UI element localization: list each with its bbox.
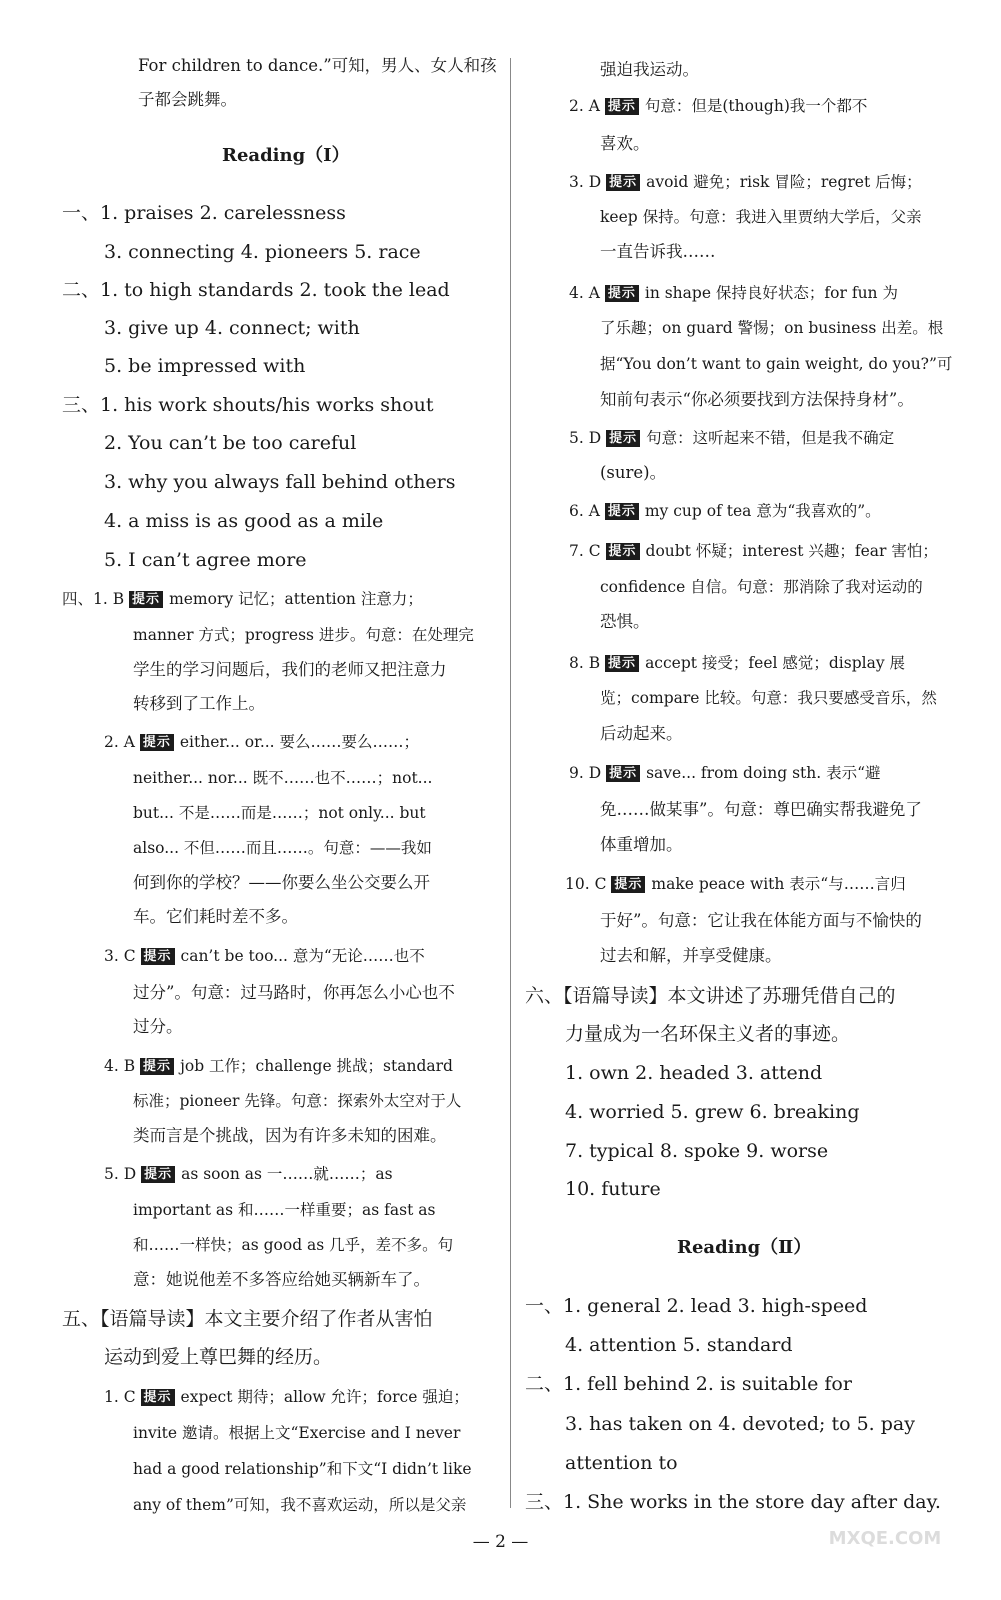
line-text: also... 不但……而且……。句意：——我如 [133,839,432,857]
line-text: had a good relationship”和下文“I didn’t like [133,1460,472,1478]
text-line [133,1426,460,1442]
text-line [569,503,881,520]
line-text: 三、1. She works in the store day after day. [525,1491,941,1513]
line-text: 五、【语篇导读】本文主要介绍了作者从害怕 [62,1308,433,1330]
line-text: 2. A [569,97,605,115]
line-text: 9. D [569,764,607,782]
hint-text: either... or... 要么……要么……； [179,733,420,751]
text-line [600,802,922,819]
text-line [565,1454,678,1473]
text-line [565,1336,793,1355]
hint-badge: 提示 [611,876,645,893]
line-text: 3. C [104,947,141,965]
line-text: 一、1. praises 2. carelessness [62,202,346,224]
text-line [565,1415,915,1434]
text-line [133,841,432,857]
line-text: 过分。 [133,1017,183,1036]
line-text: 一直告诉我…… [600,242,716,261]
line-text: 过分”。句意：过马路时，你再怎么小心也不 [133,983,455,1002]
text-line [569,543,938,560]
line-text: 2. A [104,733,140,751]
line-text: (sure)。 [600,463,667,482]
text-line [600,580,923,596]
hint-text: save... from doing sth. 表示“避 [646,764,881,782]
line-text: 体重增加。 [600,835,683,854]
line-text: 四、1. B [62,590,130,608]
text-line [133,1128,447,1145]
hint-badge: 提示 [606,765,640,782]
text-line [133,1019,183,1036]
text-line [104,319,360,338]
line-text: attention to [565,1452,678,1474]
line-text: 过去和解，并享受健康。 [600,946,782,965]
line-text: 3. has taken on 4. devoted; to 5. pay [565,1413,915,1435]
line-text: 喜欢。 [600,134,650,153]
line-text: 5. I can’t agree more [104,549,307,571]
line-text: 4. attention 5. standard [565,1334,793,1356]
text-line [600,726,683,743]
text-line [104,734,419,751]
text-line [565,1025,850,1044]
line-text: neither... nor... 既不……也不……；not... [133,769,433,787]
text-line [600,210,922,226]
text-line [138,92,237,109]
line-text: 5. D [104,1165,142,1183]
text-line [62,1310,433,1329]
line-text: 意：她说他差不多答应给她买辆新车了。 [133,1270,430,1289]
line-text: 3. give up 4. connect; with [104,317,360,339]
text-line [569,430,894,447]
text-line [600,837,683,854]
line-text: 子都会跳舞。 [138,90,237,109]
page-number: — 2 — [472,1532,529,1552]
hint-text: can’t be too... 意为“无论……也不 [180,947,425,965]
text-line [133,628,474,644]
hint-text: 句意：这听起来不错，但是我不确定 [646,429,895,447]
text-line [600,691,937,707]
line-text: invite 邀请。根据上文“Exercise and I never [133,1424,461,1442]
line-text: For children to dance.”可知，男人、女人和孩 [138,56,497,75]
hint-text: my cup of tea 意为“我喜欢的”。 [644,502,881,520]
text-line [600,948,782,965]
text-line [600,136,650,153]
text-line [677,1239,811,1257]
line-text: 知前句表示“你必须要找到方法保持身材”。 [600,390,914,409]
text-line [600,62,699,79]
text-line [133,1462,472,1478]
text-line [133,1203,435,1219]
line-text: 4. worried 5. grew 6. breaking [565,1101,860,1123]
text-line [600,913,922,930]
line-text: manner 方式；progress 进步。句意：在处理完 [133,626,474,644]
line-text: 类而言是个挑战，因为有许多未知的困难。 [133,1126,447,1145]
line-text: 后动起来。 [600,724,683,743]
line-text: 4. A [569,284,605,302]
line-text: Reading（Ⅰ） [222,145,350,166]
line-text: but... 不是……而是……；not only... but [133,804,426,822]
line-text: 览；compare 比较。句意：我只要感受音乐，然 [600,689,937,707]
hint-text: in shape 保持良好状态；for fun 为 [644,284,898,302]
hint-badge: 提示 [606,430,640,447]
text-line [525,1297,867,1316]
text-line [600,244,716,261]
text-line [565,1180,661,1199]
line-text: 6. A [569,502,605,520]
hint-text: avoid 避免；risk 冒险；regret 后悔； [646,173,922,191]
text-line [222,147,350,165]
hint-badge: 提示 [605,655,639,672]
line-text: 1. own 2. headed 3. attend [565,1062,823,1084]
text-line [133,985,455,1002]
text-line [133,1238,453,1254]
line-text: important as 和……一样重要；as fast as [133,1201,436,1219]
hint-badge: 提示 [140,734,174,751]
text-line [565,1142,828,1161]
line-text: 运动到爱上尊巴舞的经历。 [104,1346,333,1368]
hint-text: expect 期待；allow 允许；force 强迫； [180,1388,469,1406]
watermark-logo [800,1492,970,1552]
line-text: 免……做某事”。句意：尊巴确实帮我避免了 [600,800,922,819]
line-text: 据“You don’t want to gain weight, do you?”可 [600,355,953,373]
hint-text: 句意：但是(though)我一个都不 [644,97,868,115]
text-line [62,396,434,415]
watermark-text: MXQE.COM [828,1528,942,1549]
line-text: 4. B [104,1057,141,1075]
text-line [104,551,307,570]
column-divider [510,58,511,1508]
text-line [104,243,421,262]
text-line [565,1064,822,1083]
text-line [138,58,497,75]
text-line [104,1058,453,1075]
text-line [133,1094,461,1110]
text-line [62,281,450,300]
text-line [569,98,867,115]
text-line [525,1375,852,1394]
hint-badge: 提示 [605,503,639,520]
text-line [569,285,898,302]
hint-badge: 提示 [606,543,640,560]
hint-badge: 提示 [605,285,639,302]
hint-badge: 提示 [606,174,640,191]
text-line [565,1103,860,1122]
line-text: 一、1. general 2. lead 3. high-speed [525,1295,868,1317]
text-line [600,465,666,482]
line-text: 标准；pioneer 先锋。句意：探索外太空对于人 [133,1092,462,1110]
text-line [600,614,650,631]
text-line [133,1498,466,1514]
text-line [62,591,423,608]
text-line [569,174,922,191]
hint-text: job 工作；challenge 挑战；standard [180,1057,453,1075]
text-line [133,1272,430,1289]
text-line [104,434,356,453]
line-text: 了乐趣；on guard 警惕；on business 出差。根 [600,319,944,337]
text-line [104,357,305,376]
hint-badge: 提示 [141,948,175,965]
line-text: 3. D [569,173,607,191]
hint-badge: 提示 [605,98,639,115]
line-text: 和……一样快；as good as 几乎，差不多。句 [133,1236,454,1254]
hint-text: accept 接受；feel 感觉；display 展 [645,654,906,672]
hint-badge: 提示 [141,1389,175,1406]
line-text: 4. a miss is as good as a mile [104,510,384,532]
line-text: 车。它们耗时差不多。 [133,907,298,926]
hint-text: doubt 怀疑；interest 兴趣；fear 害怕； [645,542,938,560]
text-line [525,987,896,1006]
line-text: any of them”可知，我不喜欢运动，所以是父亲 [133,1496,467,1514]
line-text: 3. why you always fall behind others [104,471,456,493]
line-text: confidence 自信。句意：那消除了我对运动的 [600,578,923,596]
text-line [133,696,265,713]
line-text: 力量成为一名环保主义者的事迹。 [565,1023,851,1045]
hint-badge: 提示 [141,1166,175,1183]
line-text: 学生的学习问题后，我们的老师又把注意力 [133,660,447,679]
line-text: keep 保持。句意：我进入里贾纳大学后，父亲 [600,208,922,226]
text-line [569,765,881,782]
hint-text: make peace with 表示“与……言归 [651,875,906,893]
line-text: 5. be impressed with [104,355,306,377]
text-line [600,392,914,409]
line-text: 10. future [565,1178,661,1200]
text-line [104,1166,393,1183]
text-line [104,1389,469,1406]
line-text: 二、1. fell behind 2. is suitable for [525,1373,852,1395]
line-text: 2. You can’t be too careful [104,432,357,454]
text-line [133,662,447,679]
text-line [600,321,943,337]
text-line [104,948,425,965]
text-line [104,473,456,492]
hint-badge: 提示 [140,1058,174,1075]
text-line [569,655,905,672]
line-text: 二、1. to high standards 2. took the lead [62,279,450,301]
line-text: 强迫我运动。 [600,60,699,79]
line-text: 10. C [565,875,612,893]
hint-text: as soon as 一……就……；as [181,1165,393,1183]
line-text: 六、【语篇导读】本文讲述了苏珊凭借自己的 [525,985,896,1007]
text-line [133,875,430,892]
text-line [104,1348,332,1367]
hint-text: memory 记忆；attention 注意力； [169,590,423,608]
text-line [600,357,952,373]
line-text: 5. D [569,429,607,447]
line-text: 转移到了工作上。 [133,694,265,713]
line-text: 何到你的学校？——你要么坐公交要么开 [133,873,430,892]
line-text: 3. connecting 4. pioneers 5. race [104,241,421,263]
text-line [133,771,432,787]
line-text: 于好”。句意：它让我在体能方面与不愉快的 [600,911,922,930]
line-text: 7. typical 8. spoke 9. worse [565,1140,829,1162]
text-line [133,806,426,822]
text-line [62,204,346,223]
line-text: Reading（Ⅱ） [677,1237,812,1258]
line-text: 7. C [569,542,606,560]
line-text: 恐惧。 [600,612,650,631]
line-text: 三、1. his work shouts/his works shout [62,394,434,416]
hint-badge: 提示 [129,591,163,608]
line-text: 8. B [569,654,606,672]
text-line [104,512,383,531]
text-line [133,909,298,926]
line-text: 1. C [104,1388,141,1406]
text-line [565,876,906,893]
